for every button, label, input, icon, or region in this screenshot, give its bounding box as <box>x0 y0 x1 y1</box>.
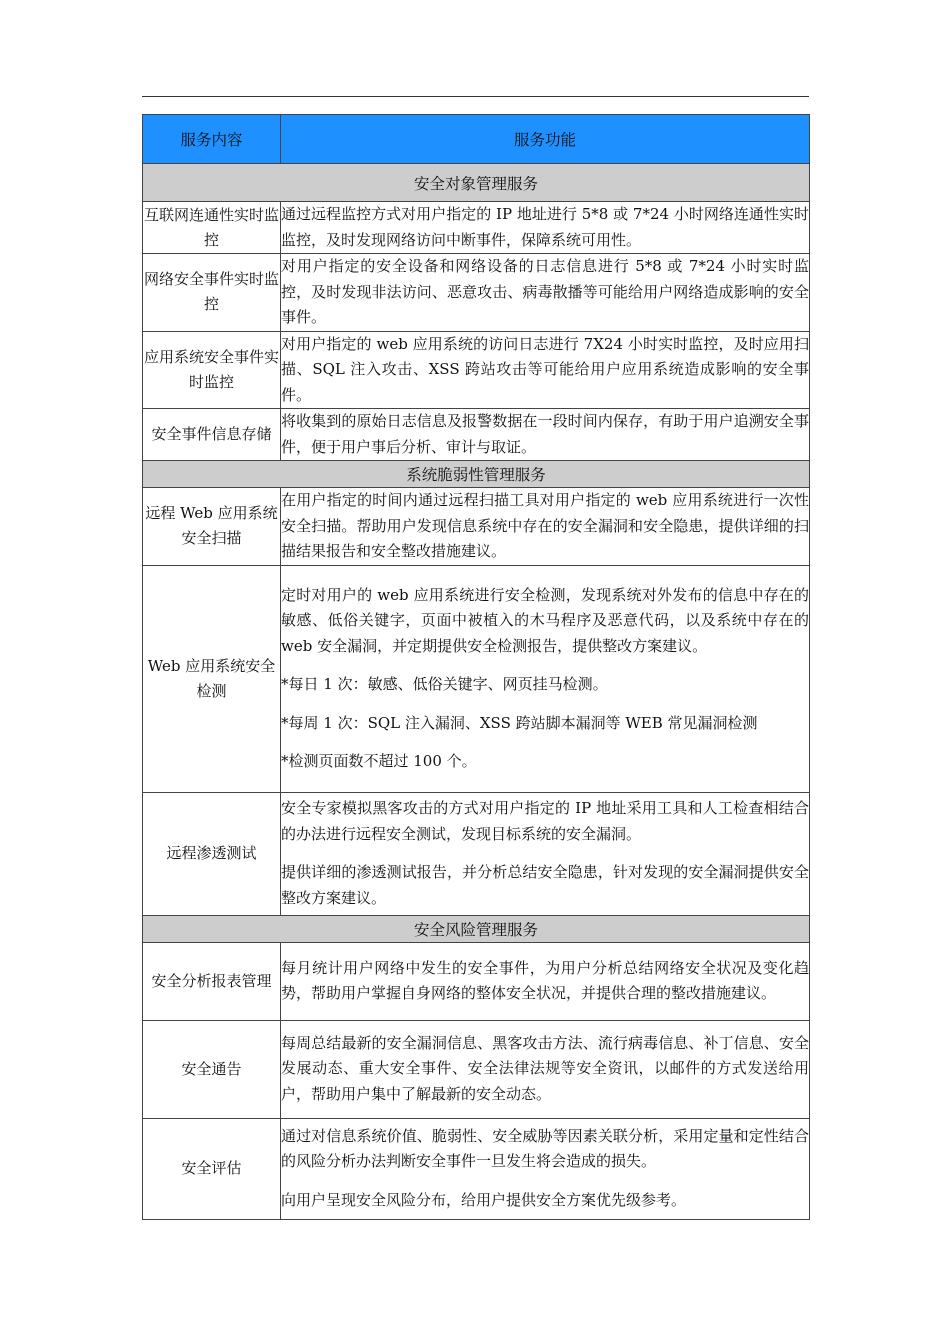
service-name: 网络安全事件实时监控 <box>143 254 281 332</box>
service-name: 互联网连通性实时监控 <box>143 202 281 254</box>
service-name: 安全通告 <box>143 1020 281 1118</box>
service-name: 安全事件信息存储 <box>143 409 281 461</box>
service-description: 通过对信息系统价值、脆弱性、安全威胁等因素关联分析，采用定量和定性结合的风险分析办法判断安全事件一旦发生将会造成的损失。 向用户呈现安全风险分布，给用户提供安全方案优先级参考。 <box>281 1118 810 1219</box>
table-header-row <box>143 115 810 164</box>
service-description: 安全专家模拟黑客攻击的方式对用户指定的 IP 地址采用工具和人工检查相结合的办法进行远程安全测试，发现目标系统的安全漏洞。 提供详细的渗透测试报告，并分析总结安全隐患，针对发现的安全漏洞提供安全整改方案建议。 <box>281 792 810 915</box>
header-rule <box>142 96 809 97</box>
table-row <box>143 331 810 409</box>
service-name: 安全分析报表管理 <box>143 942 281 1020</box>
table-row <box>143 254 810 332</box>
section-row <box>143 164 810 202</box>
service-name: 远程渗透测试 <box>143 792 281 915</box>
service-name: 安全评估 <box>143 1118 281 1219</box>
header-service-function: 服务功能 <box>281 115 810 164</box>
table-row <box>143 792 810 915</box>
table-row <box>143 942 810 1020</box>
section-title: 安全风险管理服务 <box>143 915 810 942</box>
table-row <box>143 1020 810 1118</box>
service-description: 通过远程监控方式对用户指定的 IP 地址进行 5*8 或 7*24 小时网络连通性实时监控，及时发现网络访问中断事件，保障系统可用性。 <box>281 202 810 254</box>
service-name: 应用系统安全事件实时监控 <box>143 331 281 409</box>
table-row <box>143 1118 810 1219</box>
header-service-content: 服务内容 <box>143 115 281 164</box>
section-title: 系统脆弱性管理服务 <box>143 461 810 488</box>
service-description: 将收集到的原始日志信息及报警数据在一段时间内保存，有助于用户追溯安全事件，便于用户事后分析、审计与取证。 <box>281 409 810 461</box>
service-description: 对用户指定的 web 应用系统的访问日志进行 7X24 小时实时监控，及时应用扫描、SQL 注入攻击、XSS 跨站攻击等可能给用户应用系统造成影响的安全事件。 <box>281 331 810 409</box>
service-description: 在用户指定的时间内通过远程扫描工具对用户指定的 web 应用系统进行一次性安全扫描。帮助用户发现信息系统中存在的安全漏洞和安全隐患，提供详细的扫描结果报告和安全整改措施建议。 <box>281 488 810 566</box>
table-row <box>143 202 810 254</box>
table-row <box>143 488 810 566</box>
section-row <box>143 461 810 488</box>
service-description: 对用户指定的安全设备和网络设备的日志信息进行 5*8 或 7*24 小时实时监控，及时发现非法访问、恶意攻击、病毒散播等可能给用户网络造成影响的安全事件。 <box>281 254 810 332</box>
service-table <box>142 114 810 1220</box>
table-row <box>143 565 810 792</box>
service-description: 定时对用户的 web 应用系统进行安全检测，发现系统对外发布的信息中存在的敏感、低俗关键字，页面中被植入的木马程序及恶意代码，以及系统中存在的 web 安全漏洞，并定期提供安全检测报告，提供整改方案建议。 *每日 1 次：敏感、低俗关键字、网页挂马检测。 *每周 1 次：SQL 注入漏洞、XSS 跨站脚本漏洞等 WEB 常见漏洞检测 *检测页面数不超过 100 个。 <box>281 565 810 792</box>
section-title: 安全对象管理服务 <box>143 164 810 202</box>
service-description: 每月统计用户网络中发生的安全事件，为用户分析总结网络安全状况及变化趋势，帮助用户掌握自身网络的整体安全状况，并提供合理的整改措施建议。 <box>281 942 810 1020</box>
section-row <box>143 915 810 942</box>
service-name: 远程 Web 应用系统安全扫描 <box>143 488 281 566</box>
service-name: Web 应用系统安全检测 <box>143 565 281 792</box>
service-description: 每周总结最新的安全漏洞信息、黑客攻击方法、流行病毒信息、补丁信息、安全发展动态、重大安全事件、安全法律法规等安全资讯，以邮件的方式发送给用户，帮助用户集中了解最新的安全动态。 <box>281 1020 810 1118</box>
table-row <box>143 409 810 461</box>
